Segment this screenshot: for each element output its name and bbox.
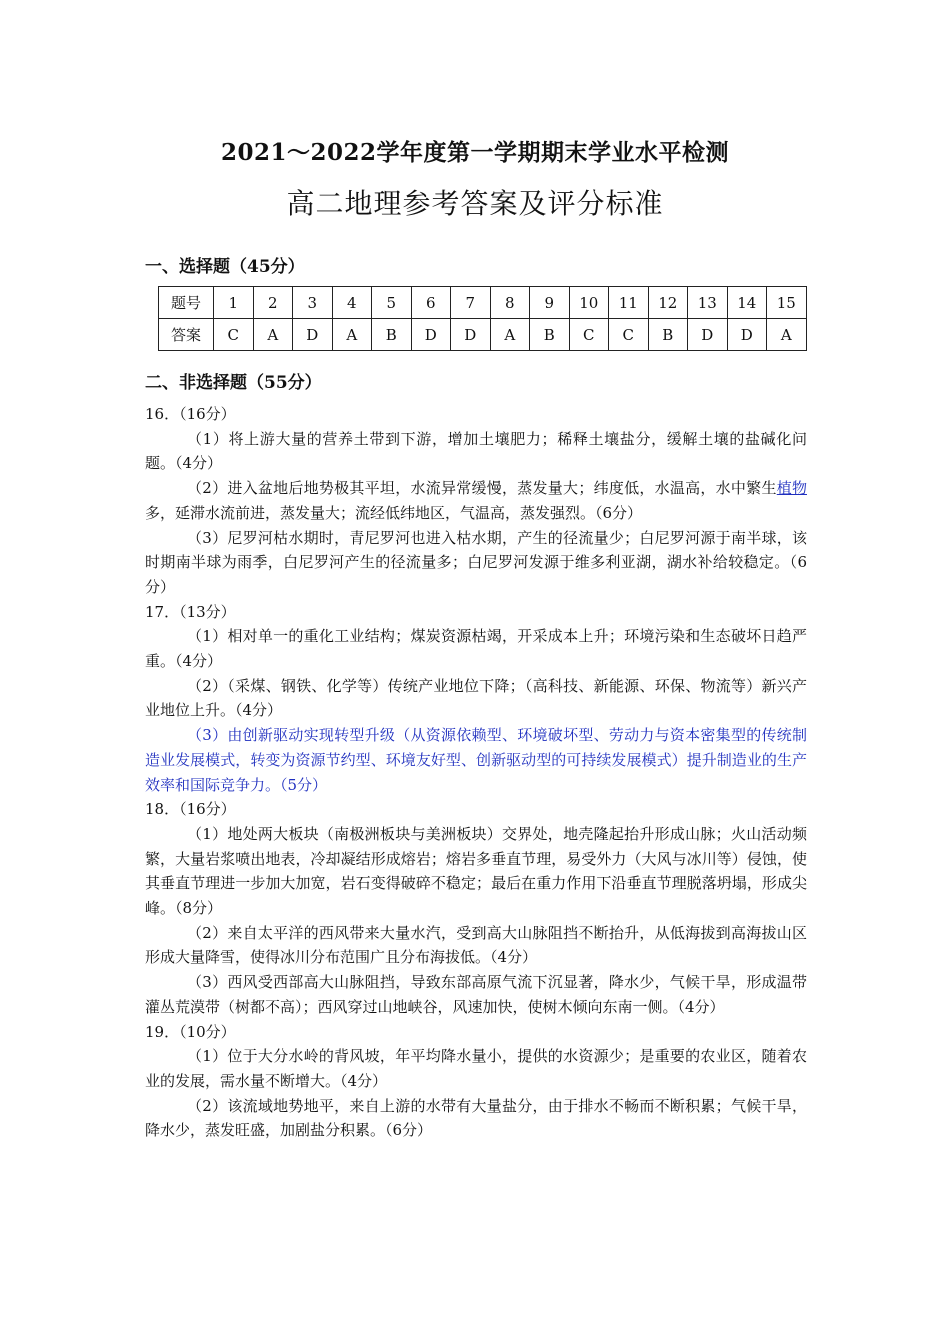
section-multiple-choice-heading: 一、选择题（45分） — [145, 257, 305, 277]
q16-part2-text-a: （2）进入盆地后地势极其平坦，水流异常缓慢，蒸发量大；纬度低，水温高，水中繁生 — [187, 479, 777, 498]
answer-cell: C — [569, 319, 609, 351]
question-number-cell: 3 — [293, 287, 333, 319]
q16-part2 — [145, 476, 807, 525]
q17-part1: （1）相对单一的重化工业结构；煤炭资源枯竭，开采成本上升；环境污染和生态破坏日趋严重。（4分） — [145, 627, 807, 671]
row-label-answer: 答案 — [159, 319, 214, 351]
q19-part1: （1）位于大分水岭的背风坡，年平均降水量小，提供的水资源少；是重要的农业区，随着农业的发展，需水量不断增大。（4分） — [145, 1047, 807, 1090]
answer-cell: B — [530, 319, 570, 351]
q17-part3: （3）由创新驱动实现转型升级（从资源依赖型、环境破坏型、劳动力与资本密集型的传统制造业发展模式，转变为资源节约型、环境友好型、创新驱动型的可持续发展模式）提升制造业的生产效率和国际竞争力。（5分） — [145, 726, 807, 794]
question-number-cell: 6 — [411, 287, 451, 319]
answer-cell: C — [214, 319, 254, 351]
q18-part3: （3）西风受西部高大山脉阻挡，导致东部高原气流下沉显著，降水少，气候干旱，形成温带灌丛荒漠带（树都不高）；西风穿过山地峡谷，风速加快，使树木倾向东南一侧。（4分） — [145, 973, 807, 1016]
document-subtitle: 高二地理参考答案及评分标准 — [286, 187, 664, 220]
question-number-cell: 7 — [451, 287, 491, 319]
question-number-cell: 15 — [767, 287, 807, 319]
answer-cell: B — [372, 319, 412, 351]
answer-cell: D — [451, 319, 491, 351]
question-number-cell: 1 — [214, 287, 254, 319]
answer-cell: A — [767, 319, 807, 351]
answer-cell: D — [293, 319, 333, 351]
answer-table-row-answers — [159, 319, 807, 351]
q16-part2-text-b: 多，延滞水流前进，蒸发量大；流经低纬地区，气温高，蒸发强烈。（6分） — [145, 503, 643, 522]
question-number-cell: 14 — [727, 287, 767, 319]
answer-body — [145, 402, 807, 1143]
question-number-cell: 5 — [372, 287, 412, 319]
q18-part1: （1）地处两大板块（南极洲板块与美洲板块）交界处，地壳隆起抬升形成山脉；火山活动频繁，大量岩浆喷出地表，冷却凝结形成熔岩；熔岩多垂直节理，易受外力（大风与冰川等）侵蚀，使其垂直节理进一步加大加宽，岩石变得破碎不稳定；最后在重力作用下沿垂直节理脱落坍塌，形成尖峰。（8分） — [145, 824, 807, 918]
answer-cell: D — [727, 319, 767, 351]
question-number-cell: 12 — [648, 287, 688, 319]
answer-cell: B — [648, 319, 688, 351]
question-number-cell: 10 — [569, 287, 609, 319]
q16-part3: （3）尼罗河枯水期时，青尼罗河也进入枯水期，产生的径流量少；白尼罗河源于南半球，该时期南半球为雨季，白尼罗河产生的径流量多；白尼罗河发源于维多利亚湖，湖水补给较稳定。（6分） — [145, 528, 807, 596]
question-16-heading: 16．（16分） — [145, 405, 236, 423]
answer-cell: C — [609, 319, 649, 351]
question-19-heading: 19．（10分） — [145, 1022, 236, 1041]
answer-cell: A — [253, 319, 293, 351]
question-18-heading: 18．（16分） — [145, 800, 236, 819]
question-number-cell: 9 — [530, 287, 570, 319]
answer-cell: D — [411, 319, 451, 351]
section-free-response-heading: 二、非选择题（55分） — [145, 373, 322, 393]
answer-cell: D — [688, 319, 728, 351]
q19-part2: （2）该流域地势地平，来自上游的水带有大量盐分，由于排水不畅而不断积累；气候干旱，降水少，蒸发旺盛，加剧盐分积累。（6分） — [145, 1096, 807, 1140]
question-number-cell: 4 — [332, 287, 372, 319]
answer-cell: A — [332, 319, 372, 351]
answer-table — [158, 286, 807, 351]
q16-part1: （1）将上游大量的营养土带到下游，增加土壤肥力；稀释土壤盐分，缓解土壤的盐碱化问题。（4分） — [145, 429, 807, 473]
document-title: 2021～2022学年度第一学期期末学业水平检测 — [220, 139, 730, 166]
q17-part2: （2）（采煤、钢铁、化学等）传统产业地位下降；（高科技、新能源、环保、物流等）新兴产业地位上升。（4分） — [145, 676, 807, 720]
plant-link[interactable]: 植物 — [776, 479, 807, 498]
question-17-heading: 17．（13分） — [145, 602, 236, 621]
answer-table-row-numbers — [159, 287, 807, 319]
row-label-number: 题号 — [159, 287, 214, 319]
answer-cell: A — [490, 319, 530, 351]
question-number-cell: 2 — [253, 287, 293, 319]
q18-part2: （2）来自太平洋的西风带来大量水汽，受到高大山脉阻挡不断抬升，从低海拔到高海拔山区形成大量降雪，使得冰川分布范围广且分布海拔低。（4分） — [145, 923, 807, 967]
question-number-cell: 13 — [688, 287, 728, 319]
question-number-cell: 8 — [490, 287, 530, 319]
question-number-cell: 11 — [609, 287, 649, 319]
